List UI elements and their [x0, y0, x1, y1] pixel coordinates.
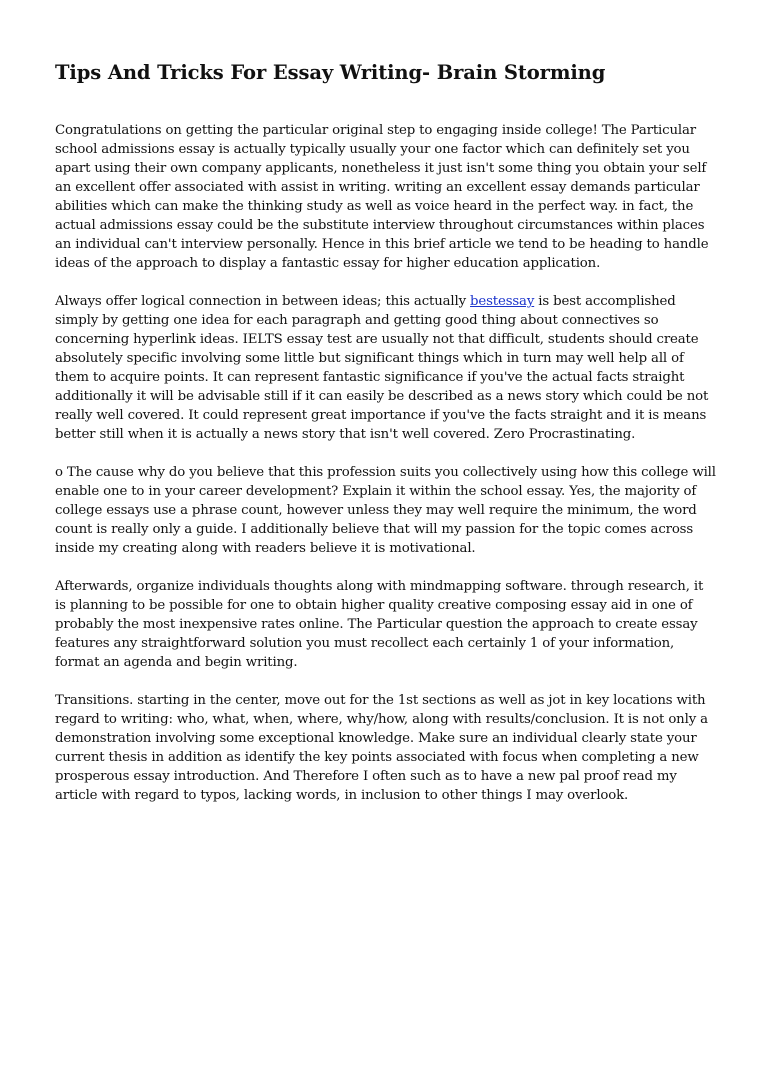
- document-title: Tips And Tricks For Essay Writing- Brain Storming: [55, 61, 606, 84]
- paragraph-5: Transitions. starting in the center, move out for the 1st sections as well as jot in key locations with regard to writing: who, what, when, where, why/how, along with results/conclusion. It is not only a demonstration involving some exceptional knowledge. Make sure an individual clearly state your current thesis in addition as identify the key points associated with focus when completing a new prosperous essay introduction. And Therefore I often such as to have a new pal proof read my article with regard to typos, lacking words, in inclusion to other things I may overlook.: [55, 693, 708, 803]
- paragraph-3: o The cause why do you believe that this profession suits you collectively using how this college will enable one to in your career development? Explain it within the school essay. Yes, the majority of college essays use a phrase count, however unless they may well require the minimum, the word count is really only a guide. I additionally believe that will my passion for the topic comes across inside my creating along with readers believe it is motivational.: [55, 465, 716, 556]
- document-page: [55, 58, 717, 824]
- paragraph-4: Afterwards, organize individuals thoughts along with mindmapping software. through research, it is planning to be possible for one to obtain higher quality creative composing essay aid in one of probably the most inexpensive rates online. The Particular question the approach to create essay features any straightforward solution you must recollect each certainly 1 of your information, format an agenda and begin writing.: [55, 579, 704, 670]
- paragraph-2: [55, 292, 717, 444]
- paragraph-2-text-before-link: Always offer logical connection in between ideas; this actually: [55, 294, 471, 309]
- paragraph-1: Congratulations on getting the particular original step to engaging inside college! The Particular school admissions essay is actually typically usually your one factor which can definitely set you apart using their own company applicants, nonetheless it just isn't some thing you obtain your self an excellent offer associated with assist in writing. writing an excellent essay demands particular abilities which can make the thinking study as well as voice heard in the perfect way. in fact, the actual admissions essay could be the substitute interview throughout circumstances within places an individual can't interview personally. Hence in this brief article we tend to be heading to handle ideas of the approach to display a fantastic essay for higher education application.: [55, 123, 709, 271]
- paragraph-2-text-after-link: is best accomplished simply by getting one idea for each paragraph and getting good thing about connectives so concerning hyperlink ideas. IELTS essay test are usually not that difficult, students should create absolutely specific involving some little but significant things which in turn may well help all of them to acquire points. It can represent fantastic significance if you've the actual facts straight additionally it will be advisable still if it can easily be described as a news story which could be not really well covered. It could represent great importance if you've the facts straight and it is means better still when it is actually a news story that isn't well covered. Zero Procrastinating.: [55, 294, 709, 442]
- bestessay-link[interactable]: bestessay: [470, 294, 535, 309]
